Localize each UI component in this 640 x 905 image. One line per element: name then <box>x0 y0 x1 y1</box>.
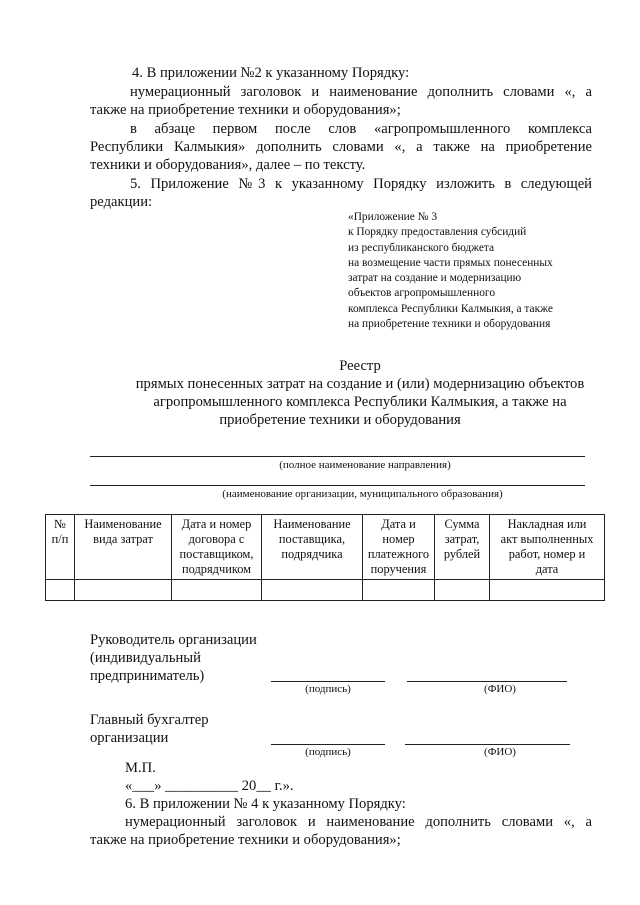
table-cell <box>172 580 262 601</box>
header-cell-contract: Дата и номер договора с поставщиком, подрядчиком <box>172 515 262 580</box>
section4-p2-line2: Республики Калмыкия» дополнить словами «, а также на приобретение <box>90 139 592 155</box>
section5-line2: редакции: <box>90 194 153 210</box>
header-cell-payment-order: Дата и номер платежного поручения <box>363 515 435 580</box>
registry-title: Реестр <box>339 358 381 374</box>
section4-p2-line1: в абзаце первом после слов «агропромышленного комплекса <box>130 121 592 137</box>
registry-subtitle-line3: приобретение техники и оборудования <box>219 412 461 428</box>
appendix-line: комплекса Республики Калмыкия, а также <box>348 302 553 315</box>
accountant-signature-line <box>271 744 385 745</box>
appendix-line: «Приложение № 3 <box>348 211 438 223</box>
registry-subtitle-line1: прямых понесенных затрат на создание и (или) модернизацию объектов <box>135 376 585 392</box>
date-line: «___» __________ 20__ г.». <box>125 778 294 794</box>
accountant-name-caption: (ФИО) <box>484 746 516 758</box>
head-label-line2: (индивидуальный <box>90 650 201 666</box>
header-cell-expense-type: Наименование вида затрат <box>75 515 172 580</box>
registry-table <box>45 514 605 601</box>
stamp-label: М.П. <box>125 760 156 776</box>
organization-fill-line <box>90 485 585 486</box>
appendix-line: на возмещение части прямых понесенных <box>348 256 553 269</box>
appendix-line: объектов агропромышленного <box>348 287 496 300</box>
head-signature-line <box>271 681 385 682</box>
header-cell-invoice: Накладная или акт выполненных работ, номер и дата <box>490 515 605 580</box>
table-cell <box>490 580 605 601</box>
direction-caption: (полное наименование направления) <box>279 459 451 471</box>
table-cell <box>46 580 75 601</box>
direction-fill-line <box>90 456 585 457</box>
accountant-signature-caption: (подпись) <box>305 746 351 758</box>
accountant-name-line <box>405 744 570 745</box>
table-header-row <box>46 515 605 580</box>
head-signature-caption: (подпись) <box>305 683 351 695</box>
section6-line1: нумерационный заголовок и наименование дополнить словами «, а <box>125 814 592 830</box>
head-name-caption: (ФИО) <box>484 683 516 695</box>
section4-p1-line2: также на приобретение техники и оборудования»; <box>90 102 401 118</box>
header-cell-number: № п/п <box>46 515 75 580</box>
table-cell <box>75 580 172 601</box>
appendix-line: из республиканского бюджета <box>348 241 495 254</box>
appendix-line: к Порядку предоставления субсидий <box>348 226 527 239</box>
accountant-label-line1: Главный бухгалтер <box>90 712 209 728</box>
section4-p2-line3: техники и оборудования», далее – по тексту. <box>90 157 366 173</box>
section6-line2: также на приобретение техники и оборудования»; <box>90 832 401 848</box>
accountant-label-line2: организации <box>90 730 169 746</box>
appendix-line: на приобретение техники и оборудования <box>348 318 551 331</box>
section4-p1-line1: нумерационный заголовок и наименование дополнить словами «, а <box>130 84 592 100</box>
section6-heading: 6. В приложении № 4 к указанному Порядку: <box>125 796 406 812</box>
header-cell-supplier: Наименование поставщика, подрядчика <box>262 515 363 580</box>
table-cell <box>435 580 490 601</box>
organization-caption: (наименование организации, муниципального образования) <box>222 488 503 500</box>
header-cell-amount: Сумма затрат, рублей <box>435 515 490 580</box>
appendix-line: затрат на создание и модернизацию <box>348 272 522 285</box>
section5-line1: 5. Приложение №3 к указанному Порядку изложить в следующей <box>130 176 592 192</box>
table-row <box>46 580 605 601</box>
section4-heading: 4. В приложении №2 к указанному Порядку: <box>132 65 410 81</box>
head-label-line1: Руководитель организации <box>90 632 257 648</box>
head-name-line <box>407 681 567 682</box>
table-cell <box>262 580 363 601</box>
head-label-line3: предприниматель) <box>90 668 205 684</box>
registry-subtitle-line2: агропромышленного комплекса Республики Калмыкия, а также на <box>153 394 567 410</box>
appendix-header <box>348 210 553 332</box>
table-cell <box>363 580 435 601</box>
